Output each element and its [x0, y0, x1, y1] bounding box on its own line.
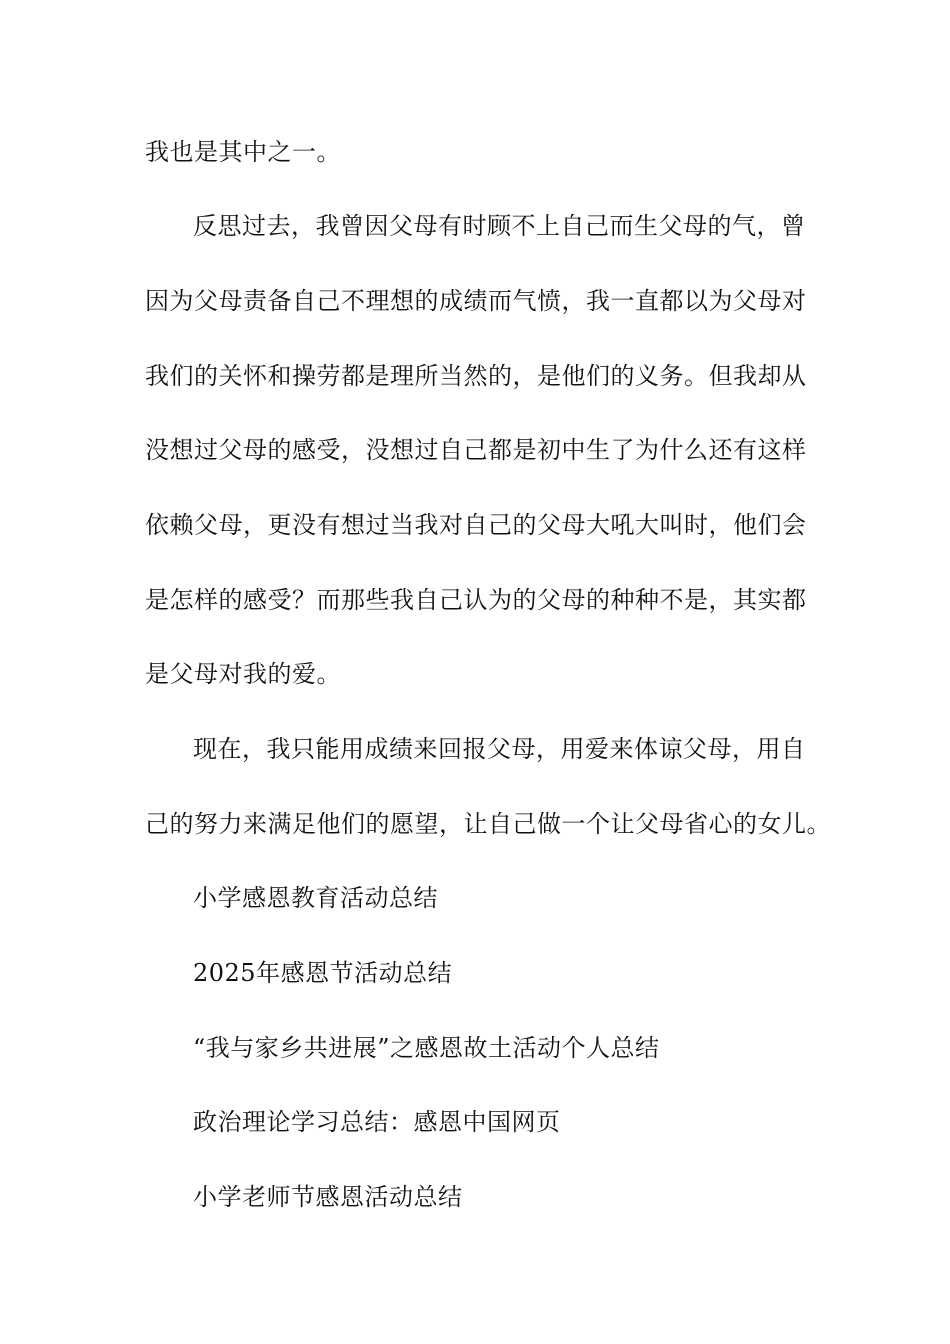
paragraph-line: 现在，我只能用成绩来回报父母，用爱来体谅父母，用自	[193, 735, 806, 763]
paragraph-line: 己的努力来满足他们的愿望，让自己做一个让父母省心的女儿。	[145, 810, 831, 838]
paragraph-line: 依赖父母，更没有想过当我对自己的父母大吼大叫时，他们会	[145, 511, 807, 539]
paragraph-line: 因为父母责备自己不理想的成绩而气愤，我一直都以为父母对	[145, 287, 807, 315]
paragraph-line: 是怎样的感受？而那些我自己认为的父母的种种不是，其实都	[145, 586, 807, 614]
related-link[interactable]: 政治理论学习总结：感恩中国网页	[193, 1108, 561, 1136]
paragraph-line: 是父母对我的爱。	[145, 660, 341, 688]
paragraph-line: 没想过父母的感受，没想过自己都是初中生了为什么还有这样	[145, 436, 807, 464]
related-link[interactable]: 2025年感恩节活动总结	[193, 959, 453, 987]
related-link[interactable]: 小学老师节感恩活动总结	[193, 1183, 463, 1211]
paragraph-line: 反思过去，我曾因父母有时顾不上自己而生父母的气，曾	[193, 212, 806, 240]
paragraph-line: 我也是其中之一。	[145, 138, 341, 166]
related-link[interactable]: “我与家乡共进展”之感恩故土活动个人总结	[193, 1034, 660, 1062]
related-link[interactable]: 小学感恩教育活动总结	[193, 884, 438, 912]
paragraph-line: 我们的关怀和操劳都是理所当然的，是他们的义务。但我却从	[145, 362, 807, 390]
